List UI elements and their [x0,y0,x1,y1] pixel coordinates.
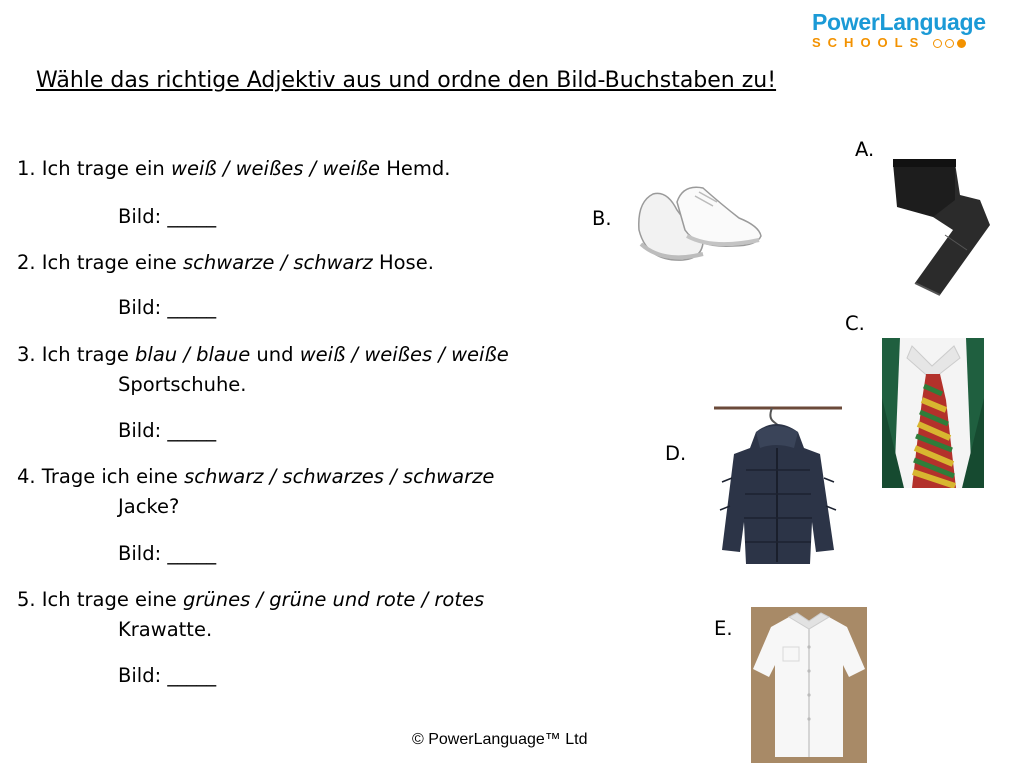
school-tie-picture [882,338,984,488]
copyright-footer: © PowerLanguage™ Ltd [412,731,588,748]
adjective-options: blau / blaue [135,343,251,366]
question-2: 2. Ich trage eine schwarze / schwarz Hose. [17,251,434,274]
picture-label-a: A. [855,138,875,161]
bild-answer-5: Bild: _____ [118,664,217,687]
jacket-picture [712,402,844,570]
adjective-options: schwarz / schwarzes / schwarze [184,465,495,488]
logo-name: PowerLanguage [812,9,986,35]
bild-answer-2: Bild: _____ [118,296,217,319]
sneakers-picture [633,180,765,272]
bild-answer-3: Bild: _____ [118,419,217,442]
trousers-picture [885,155,995,300]
question-3-continuation: Sportschuhe. [118,373,247,396]
question-4: 4. Trage ich eine schwarz / schwarzes / schwarze [17,465,495,488]
adjective-options: grünes / grüne und rote / rotes [183,588,485,611]
adjective-options: schwarze / schwarz [183,251,373,274]
picture-label-c: C. [845,312,865,335]
question-1: 1. Ich trage ein weiß / weißes / weiße Hemd. [17,157,451,180]
powerlanguage-logo [812,8,1012,50]
adjective-options: weiß / weißes / weiße [171,157,381,180]
page-title: Wähle das richtige Adjektiv aus und ordne den Bild-Buchstaben zu! [36,68,777,93]
question-3: 3. Ich trage blau / blaue und weiß / weißes / weiße [17,343,509,366]
picture-label-b: B. [592,207,612,230]
adjective-options-2: weiß / weißes / weiße [299,343,509,366]
bild-answer-1: Bild: _____ [118,205,217,228]
logo-dots-icon [933,39,966,48]
picture-label-d: D. [665,442,687,465]
bild-answer-4: Bild: _____ [118,542,217,565]
logo-subtitle: SCHOOLS [812,35,926,50]
question-4-continuation: Jacke? [118,495,180,518]
picture-label-e: E. [714,617,733,640]
question-5: 5. Ich trage eine grünes / grüne und rote / rotes [17,588,485,611]
question-5-continuation: Krawatte. [118,618,213,641]
white-shirt-picture [751,607,867,763]
